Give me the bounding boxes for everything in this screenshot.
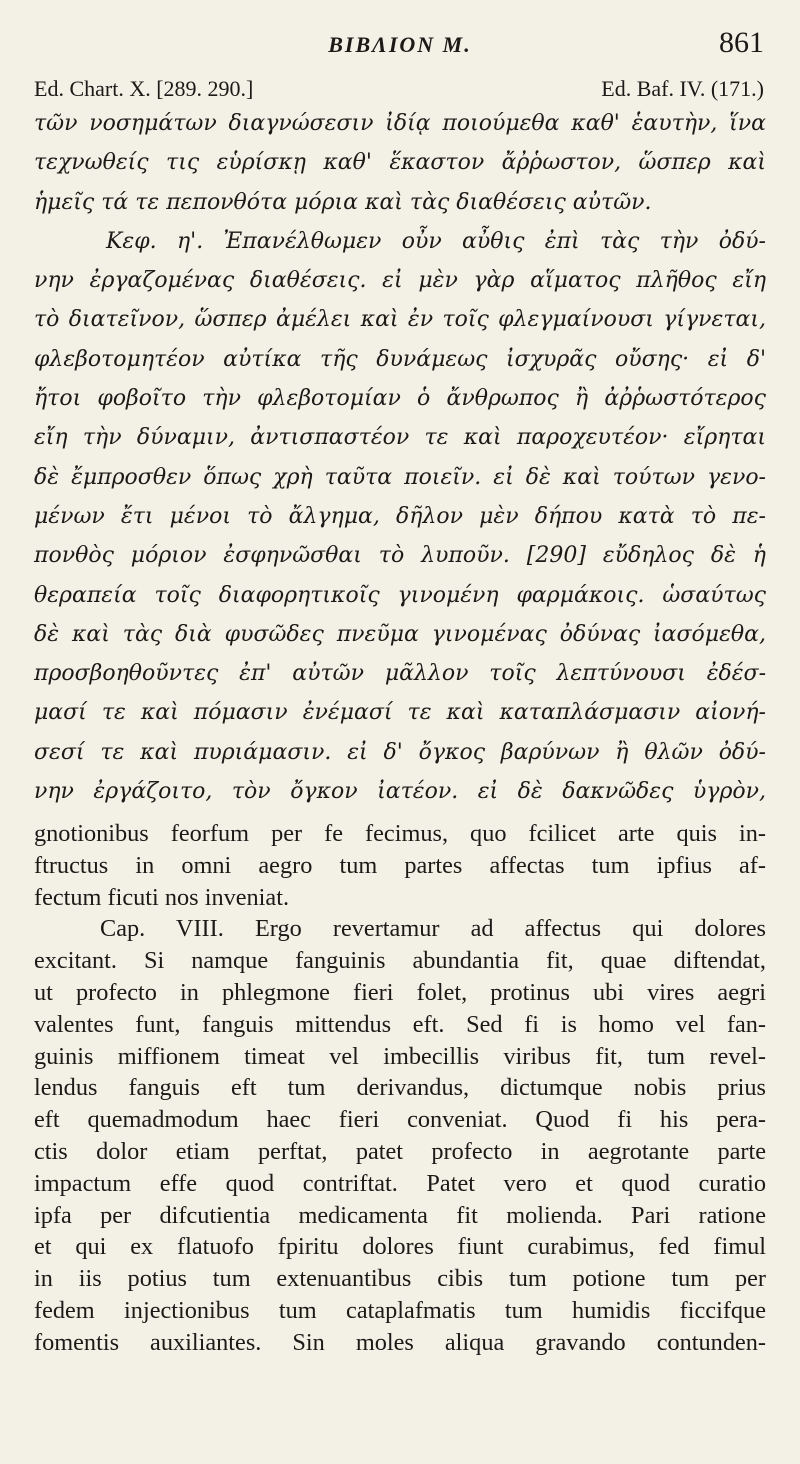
edition-references (34, 76, 764, 104)
greek-line: ἡμεῖς τά τε πεπονθότα μόρια καὶ τὰς διαθέσεις αὐτῶν. (34, 189, 652, 215)
latin-line: guinis miffionem timeat vel imbecillis viribus fit, tum revel- (34, 1042, 766, 1070)
greek-line: σεσί τε καὶ πυριάμασιν. εἰ δ' ὄγκος βαρύνων ἢ θλῶν ὀδύ- (34, 739, 766, 765)
latin-line: gnotionibus feorfum per fe fecimus, quo fcilicet arte quis in- (34, 820, 766, 847)
greek-line: προσβοηθοῦντες ἐπ' αὐτῶν μᾶλλον τοῖς λεπτύνουσι ἐδέσ- (34, 661, 766, 687)
greek-line: θεραπεία τοῖς διαφορητικοῖς γινομένη φαρμάκοις. ὡσαύτως (34, 582, 766, 608)
latin-line: ctis dolor etiam perftat, patet profecto in aegrotante parte (34, 1137, 766, 1165)
edition-basel-ref: Ed. Baf. IV. (171.) (601, 76, 764, 101)
running-head (0, 26, 800, 62)
greek-line: εἴη τὴν δύναμιν, ἀντισπαστέον τε καὶ παροχευτέον· εἴρηται (34, 425, 766, 451)
latin-line: eft quemadmodum haec fieri conveniat. Quod fi his pera- (34, 1106, 766, 1134)
greek-line: μασί τε καὶ πόμασιν ἐνέμασί τε καὶ καταπλάσμασιν αἰονή- (34, 700, 766, 726)
latin-line: valentes funt, fanguis mittendus eft. Sed fi is homo vel fan- (34, 1010, 766, 1038)
latin-chapter-heading-line: Cap. VIII. Ergo revertamur ad affectus qui dolores (100, 915, 766, 943)
latin-line: fedem injectionibus tum cataplafmatis tum humidis ficcifque (34, 1296, 766, 1324)
greek-line: πονθὸς μόριον ἐσφηνῶσθαι τὸ λυποῦν. [290] εὔδηλος δὲ ἡ (34, 543, 766, 569)
greek-line: φλεβοτομητέον αὐτίκα τῆς δυνάμεως ἰσχυρᾶς οὔσης· εἰ δ' (34, 346, 766, 372)
latin-line: lendus fanguis eft tum derivandus, dictumque nobis prius (34, 1074, 766, 1102)
greek-text-block (34, 104, 766, 811)
greek-line: δὲ ἔμπροσθεν ὅπως χρὴ ταῦτα ποιεῖν. εἰ δὲ καὶ τούτων γενο- (34, 464, 766, 490)
latin-line: impactum effe quod contriftat. Patet vero et quod curatio (34, 1169, 766, 1197)
greek-line: τῶν νοσημάτων διαγνώσεσιν ἰδίᾳ ποιούμεθα καθ' ἑαυτὴν, ἵνα (34, 111, 766, 136)
greek-line: νην ἐργάζοιτο, τὸν ὄγκον ἰατέον. εἰ δὲ δακνῶδες ὑγρὸν, (34, 779, 766, 805)
latin-line: ftructus in omni aegro tum partes affectas tum ipfius af- (34, 851, 766, 879)
page-number: 861 (719, 26, 764, 59)
greek-line: τεχνωθείς τις εὑρίσκῃ καθ' ἕκαστον ἄῤῥωστον, ὥσπερ καὶ (34, 150, 766, 176)
edition-chart-ref: Ed. Chart. X. [289. 290.] (34, 76, 254, 101)
greek-chapter-heading-line: Κεφ. η'. Ἐπανέλθωμεν οὖν αὖθις ἐπὶ τὰς τὴν ὀδύ- (106, 228, 766, 254)
latin-line: fectum ficuti nos inveniat. (34, 883, 290, 911)
latin-text-block (34, 818, 766, 1359)
greek-line: νην ἐργαζομένας διαθέσεις. εἰ μὲν γὰρ αἵματος πλῆθος εἴη (34, 268, 766, 294)
latin-line: ut profecto in phlegmone fieri folet, protinus ubi vires aegri (34, 978, 766, 1006)
latin-line: et qui ex flatuofo fpiritu dolores fiunt curabimus, fed fimul (34, 1233, 766, 1261)
latin-line: excitant. Si namque fanguinis abundantia fit, quae diftendat, (34, 947, 766, 975)
running-title: BIBΛΙΟΝ Μ. (328, 32, 472, 57)
latin-line: in iis potius tum extenuantibus cibis tum potione tum per (34, 1265, 766, 1293)
latin-line: ipfa per difcutientia medicamenta fit molienda. Pari ratione (34, 1201, 766, 1229)
greek-line: ἤτοι φοβοῖτο τὴν φλεβοτομίαν ὁ ἄνθρωπος ἢ ἀῤῥωστότερος (34, 386, 766, 412)
latin-line: fomentis auxiliantes. Sin moles aliqua gravando contunden- (34, 1328, 766, 1356)
greek-line: δὲ καὶ τὰς διὰ φυσῶδες πνεῦμα γινομένας ὀδύνας ἰασόμεθα, (34, 621, 766, 647)
greek-line: μένων ἔτι μένοι τὸ ἄλγημα, δῆλον μὲν δήπου κατὰ τὸ πε- (34, 503, 766, 529)
greek-line: τὸ διατεῖνον, ὥσπερ ἀμέλει καὶ ἐν τοῖς φλεγμαίνουσι γίγνεται, (34, 307, 766, 333)
